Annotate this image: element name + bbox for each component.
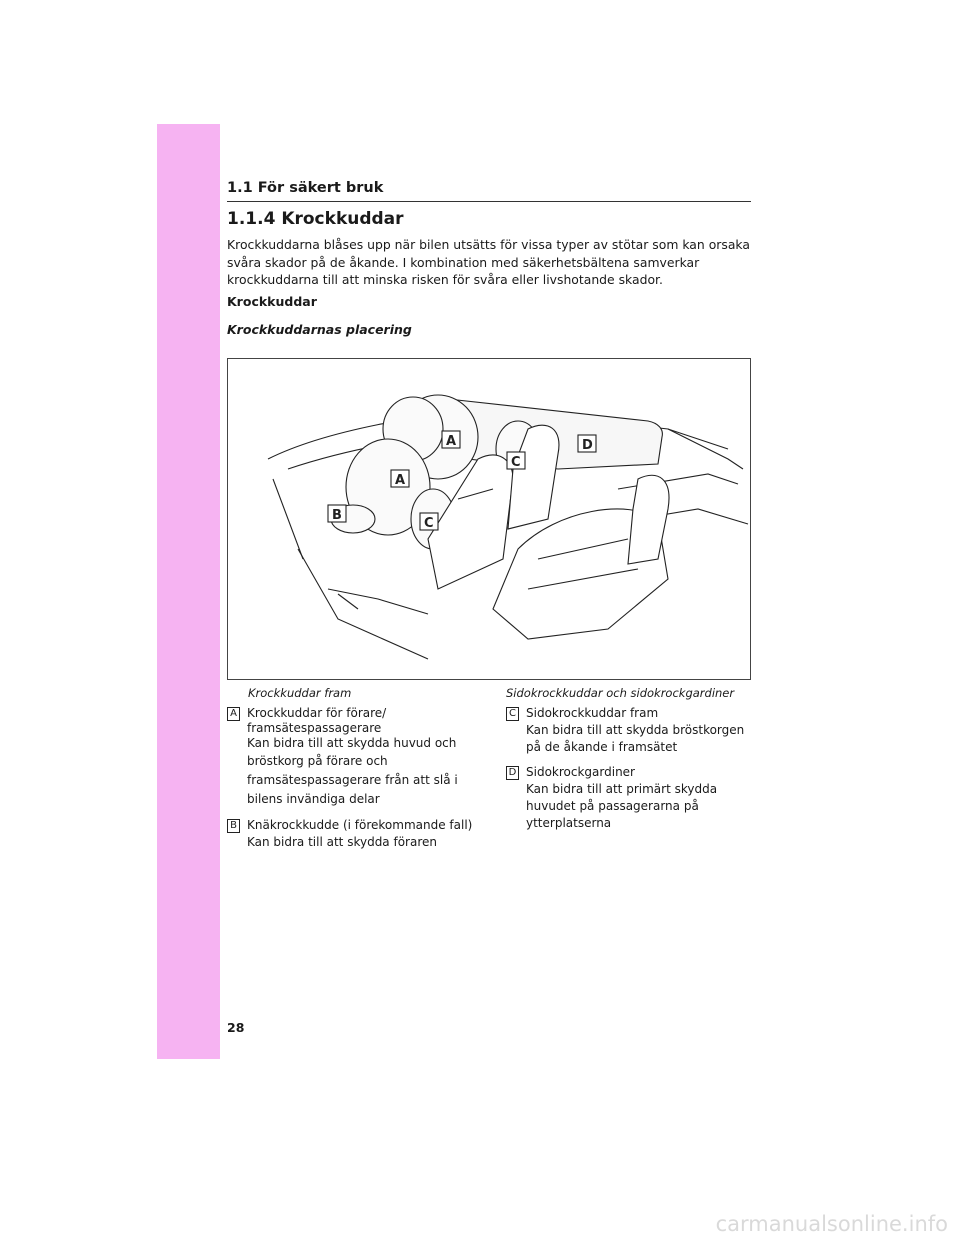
legend-a-desc-4: bilens invändiga delar	[247, 792, 380, 806]
left-column-caption: Krockkuddar fram	[248, 686, 352, 700]
label-c-lower-icon	[420, 513, 438, 531]
label-a-upper-icon	[442, 431, 460, 449]
label-a-badge: A	[227, 707, 240, 721]
label-b-icon	[328, 505, 346, 523]
legend-b-desc: Kan bidra till att skydda föraren	[247, 835, 437, 849]
legend-d-desc-2: huvudet på passagerarna på	[526, 799, 699, 813]
legend-item-d	[506, 764, 756, 832]
legend-side	[506, 705, 756, 840]
watermark[interactable]: carmanualsonline.info	[715, 1212, 948, 1236]
label-c-badge: C	[506, 707, 519, 721]
legend-b-title: Knäkrockkudde (i förekommande fall)	[247, 818, 473, 832]
legend-c-desc-2: på de åkande i framsätet	[526, 740, 678, 754]
legend-a-desc-3: framsätespassagerare från att slå i	[247, 773, 458, 787]
legend-front	[227, 705, 487, 859]
page-number: 28	[227, 1020, 245, 1035]
label-a-lower-icon	[391, 470, 409, 488]
label-b-badge: B	[227, 819, 240, 833]
label-b: B	[332, 508, 342, 523]
label-d-icon	[578, 435, 596, 453]
legend-a-title-2: framsätespassagerare	[247, 721, 382, 735]
legend-item-c	[506, 705, 756, 756]
legend-d-desc-3: ytterplatserna	[526, 816, 612, 830]
legend-c-desc-1: Kan bidra till att skydda bröstkorgen	[526, 723, 745, 737]
legend-item-a	[227, 705, 487, 809]
legend-a-desc-2: bröstkorg på förare och	[247, 754, 388, 768]
legend-c-title: Sidokrockkuddar fram	[526, 706, 659, 720]
label-c-upper: C	[511, 455, 521, 470]
intro-paragraph: Krockkuddarna blåses upp när bilen utsätts för vissa typer av stötar som kan orsaka svåra skador på de åkande. I kombination med säkerhetsbältena samverkar krockkuddarna till att minska risken för svåra eller livshotande skador.	[227, 237, 750, 287]
label-c-upper-icon	[507, 452, 525, 470]
legend-a-desc-1: Kan bidra till att skydda huvud och	[247, 736, 457, 750]
label-c-lower: C	[424, 516, 434, 531]
legend-item-b	[227, 817, 487, 851]
airbag-illustration	[227, 358, 751, 680]
legend-d-desc-1: Kan bidra till att primärt skydda	[526, 782, 718, 796]
label-a-upper: A	[446, 434, 457, 449]
header-divider	[227, 201, 751, 202]
legend-d-title: Sidokrockgardiner	[526, 765, 635, 779]
chapter-tab	[157, 124, 220, 1059]
right-column-caption: Sidokrockkuddar och sidokrockgardiner	[506, 686, 735, 700]
car-interior-drawing	[268, 395, 748, 659]
label-d-badge: D	[506, 766, 519, 780]
page-title: 1.1.4 Krockkuddar	[227, 209, 404, 229]
label-d: D	[582, 438, 593, 453]
label-a-lower: A	[395, 473, 406, 488]
subheading: Krockkuddar	[227, 294, 317, 309]
figure-heading: Krockkuddarnas placering	[227, 322, 412, 337]
legend-a-title-1: Krockkuddar för förare/	[247, 706, 387, 720]
section-header: 1.1 För säkert bruk	[227, 180, 384, 196]
